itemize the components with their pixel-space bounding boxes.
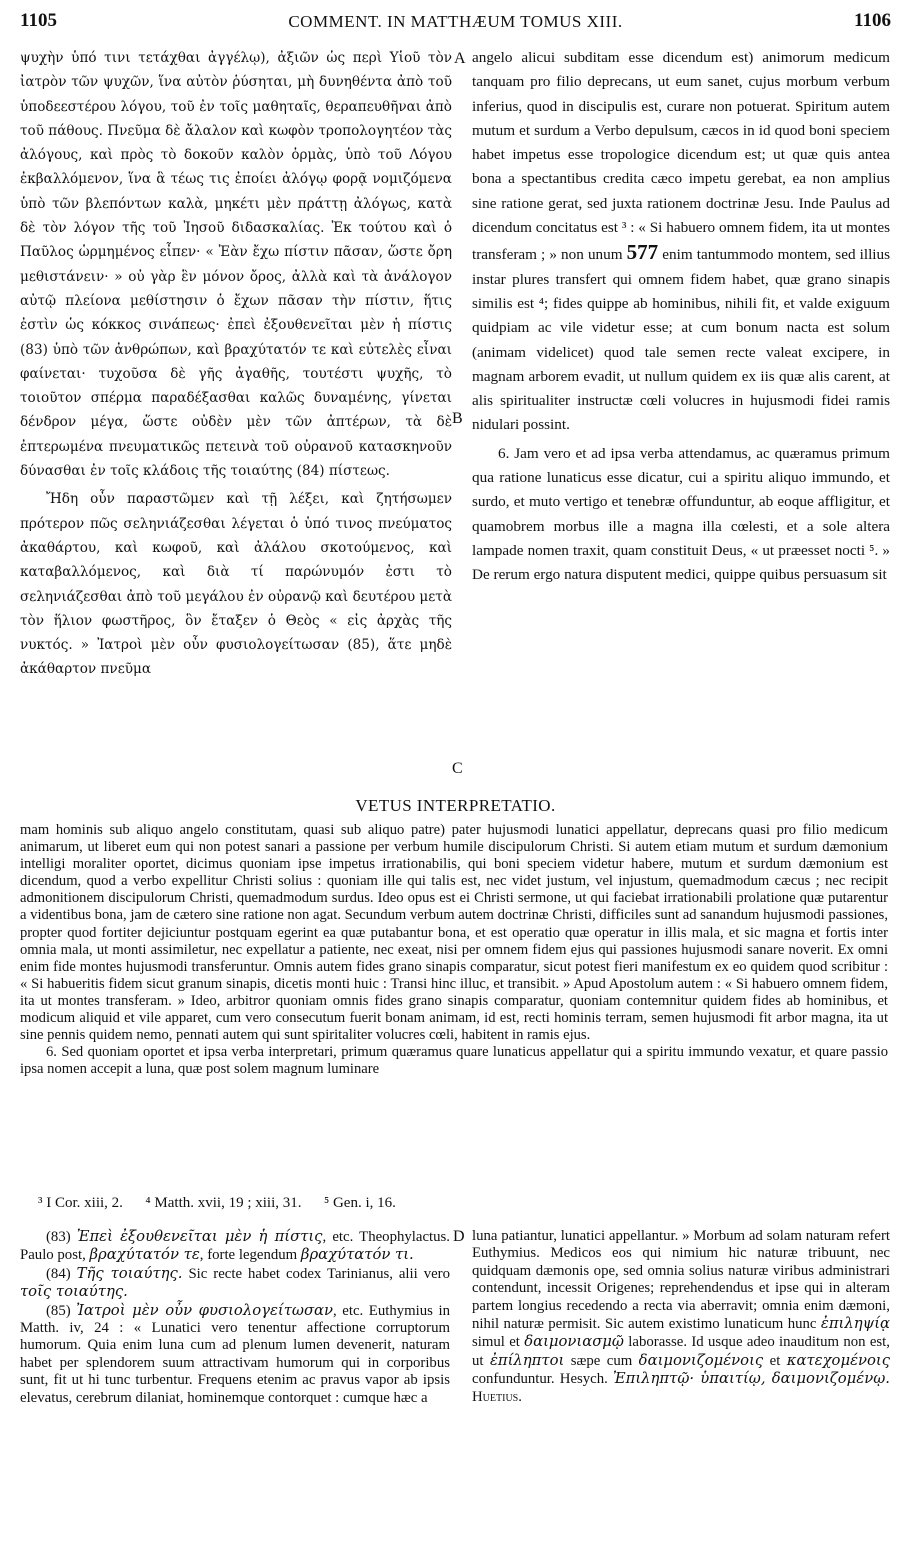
note-right-greek-4: δαιμονιζομένοις — [638, 1351, 764, 1369]
note-85-number: (85) — [46, 1302, 71, 1319]
note-right-greek-1: ἐπιληψίᾳ — [820, 1315, 890, 1333]
margin-letter-c: C — [452, 760, 463, 777]
note-83-text: , etc. Theophylactus. Paulo post, — [20, 1229, 450, 1264]
note-84-greek-2: τοῖς τοιαύτης. — [20, 1283, 128, 1301]
greek-paragraph-1: ψυχὴν ὑπό τινι τετάχθαι ἀγγέλῳ), ἀξιῶν ὡς περὶ Υἱοῦ τὸν ἰατρὸν τῶν ψυχῶν, ἵνα αὐτὸν ῥύσηται, μὴ δυνηθέντα ἀπὸ τοῦ ὑποδεεστέρου λόγου, τοῦ ἐν τοῖς μαθηταῖς, θεραπευθῆναι ἀπὸ τοῦ πάθους. Πνεῦμα δὲ ἄλαλον καὶ κωφὸν τροπολογητέον τὰς ἀλόγους, καὶ πρὸς τὸ δοκοῦν καλὸν ὁρμὰς, ὑπὸ τοῦ Λόγου ἐκβαλλόμενον, ἵνα ἃ τέως τις ἐποίει ἀλόγῳ φορᾷ νομιζόμενα ὑπὸ τῶν βλεπόντων καλὰ, μηκέτι μὲν πράττῃ ἀλόγως, κατὰ δὲ τὸν λόγον τῆς τοῦ Ἰησοῦ διδασκαλίας. Ἐκ τούτου καὶ ὁ Παῦλος ὡρμημένος εἶπεν· « Ἐὰν ἔχω πίστιν πᾶσαν, ὥστε ὄρη μεθιστάνειν· » οὐ γὰρ ἓν μόνον ὄρος, ἀλλὰ καὶ τὰ ἀνάλογον αὐτῷ πλείονα μεθίστησιν ὁ ἔχων πᾶσαν τὴν πίστιν, ἥτις ἐστὶν ὡς κόκκος σινάπεως· ἐπεὶ ἐξουθενεῖται μὲν ἡ πίστις (83) ὑπὸ τῶν ἀνθρώπων, καὶ βραχύτατόν τε καὶ εὐτελὲς εἶναι φαίνεται· τυχοῦσα δὲ γῆς ἀγαθῆς, τουτέστι ψυχῆς, τὸ τοιοῦτον σπέρμα παραδέξασθαι καλῶς δυναμένης, γίνεται δένδρον μέγα, ὥστε οὐδὲν μὲν τῶν ἀπτέρων, τὰ δὲ ἐπτερωμένα πνευματικῶς πετεινὰ τοῦ οὐρανοῦ κατασκηνοῦν δύνασθαι ἐν τοῖς κλάδοις τῆς τοιαύτης (84) πίστεως. — [20, 50, 452, 480]
latin-paragraph-2: 6. Jam vero et ad ipsa verba attendamus, ac quæramus primum qua ratione lunaticus esse dicatur, cui a spiritu aliquo immundo, et surdo, et muto vertigo et tenebræ offunduntur, ab eoque affligitur, et quamobrem morbus ille a magna illa cœlesti, et a sole altera lampade nomen traxit, quam constituit Deus, « ut præesset nocti ⁵. » De rerum ergo natura disputent medici, quippe quibus persuasum sit — [472, 444, 890, 584]
footnote-5: ⁵ Gen. i, 16. — [324, 1195, 396, 1211]
greek-column — [20, 46, 452, 786]
note-83-greek-2: βραχύτατόν τε — [89, 1246, 200, 1264]
note-right-text-2: simul et — [472, 1334, 520, 1351]
note-85-text: , etc. Euthymius in Matth. iv, 24 : « Lunatici vero tenentur affectione corruptorum humorum. Quia enim luna cum ad plenum lumen devenerit, naturam habet per splendorem suum attractivam humorum qui in corporibus sunt, fit ut hi tunc turbentur. Frequens etenim ac pravus vapor ab ipsis elevatus, cerebrum dilaniat, hominemque contorquet : cumque hæc a — [20, 1302, 450, 1406]
vetus-interpretatio-text — [20, 822, 888, 1078]
note-83 — [20, 1228, 450, 1265]
column-number-577: 577 — [626, 240, 659, 265]
running-title: COMMENT. IN MATTHÆUM TOMUS XIII. — [288, 12, 623, 31]
note-83-greek: Ἐπεὶ ἐξουθενεῖται μὲν ἡ πίστις — [76, 1228, 323, 1245]
note-85 — [20, 1302, 450, 1407]
margin-letter-a: A — [454, 50, 466, 67]
note-right-text-6: confunduntur. Hesych. — [472, 1371, 608, 1388]
note-83-text-2: , forte legendum — [199, 1247, 298, 1264]
note-right-greek-2: δαιμονιασμῷ — [524, 1333, 624, 1351]
note-right-greek-6: Ἐπιληπτῷ· ὑπαιτίῳ, δαιμονιζομένῳ. — [613, 1370, 890, 1388]
greek-paragraph-2: Ἤδη οὖν παραστῶμεν καὶ τῇ λέξει, καὶ ζητήσωμεν πρότερον πῶς σεληνιάζεσθαι λέγεται ὁ ὑπό τινος πνεύματος ἀκαθάρτου, καὶ κωφοῦ, καὶ ἀλάλου σκοτούμενος, καὶ καταβαλλόμενος, καὶ διὰ τί παρώνυμόν ἐστι τὸ σεληνιάζεσθαι ἀπὸ τοῦ μεγάλου ἐν οὐρανῷ καὶ δευτέρου μετὰ τὸν ἥλιον φωστῆρος, ὃν ἔταξεν ὁ Θεὸς « εἰς ἀρχὰς τῆς νυκτός. » Ἰατροὶ μὲν οὖν φυσιολογείτωσαν (85), ἅτε μηδὲ ἀκάθαρτον πνεῦμα — [20, 491, 452, 678]
note-right-text-3: laborasse. Id usque adeo inauditum non est, ut — [472, 1334, 890, 1369]
page-number-right: 1106 — [854, 10, 891, 31]
notes-left-column — [20, 1228, 450, 1407]
vetus-interpretatio-title: VETUS INTERPRETATIO. — [355, 796, 556, 815]
vetus-paragraph-2: 6. Sed quoniam oportet et ipsa verba interpretari, primum quæramus quare lunaticus appellatur qui a spiritu immundo vexatur, et quare passio ipsa nomen accepit a luna, quæ post solem magnum luminare — [20, 1044, 888, 1078]
latin-text-1a: angelo alicui subditam esse dicendum est) animorum medicum tanquam pro filio deprecans, ut eum sanet, cujus morbum verbum inferius, quod in discipulis est, curare non potuerat. Spiritum autem mutum et surdum a Verbo depulsum, cæcos in id quod boni speciem habet impetus esse tropologice dicendum est; ut quæ quis antea bona a spectantibus credita cæco impetu gerebat, ea non amplius sine ratione gerat, sed juxta rationem doctrinæ Jesu. Inde Paulus ad dicendum concitatus est ³ : « Si habuero omnem fidem, ita ut montes transferam ; » non unum — [472, 49, 890, 264]
note-right-text: luna patiantur, lunatici appellantur. » Morbum ad solam naturam refert Euthymius. Medicos eos qui nimium hic naturæ tribuunt, nec quidquam dæmonis ope, sed omnia solius naturæ viribus administrari contendunt, incessit Origenes; reprehendendus et ipse qui in alteram partem longius recedendo a recta via aberravit; omnia enim dæmoni, nihil naturæ permisit. Sic autem existimo lunaticum hunc — [472, 1228, 890, 1333]
latin-text-1b: enim tantummodo montem, sed illius instar plures transfert qui omnem fidem habet, quæ grano sinapis similis est ⁴; fides quippe ab hominibus, nihili fit, et valde exiguum quidpiam ac vile videtur esse; at cum bonum nacta est solum (animam videlicet) quod tale semen recte valeat excipere, in magnam arborem evadit, ut nullum quidem ex iis quæ alis carent, at alis spiritualiter instructæ cœli volucres in hujusmodi fidei ramis nidulari possint. — [472, 246, 890, 434]
note-85-greek: Ἰατροὶ μὲν οὖν φυσιολογείτωσαν — [76, 1301, 334, 1319]
footnote-3: ³ I Cor. xiii, 2. — [38, 1195, 123, 1211]
note-84-number: (84) — [46, 1265, 71, 1282]
page-header — [20, 10, 891, 38]
note-right-text-4: sæpe cum — [564, 1352, 633, 1369]
note-right-text-5: et — [763, 1352, 781, 1369]
page-number-left: 1105 — [20, 10, 57, 31]
note-right-greek-5: κατεχομένοις — [786, 1351, 890, 1369]
latin-column — [472, 46, 890, 786]
note-83-number: (83) — [46, 1229, 71, 1245]
note-84-text: Sic recte habet codex Tarinianus, alii vero — [182, 1265, 451, 1282]
note-83-greek-3: βραχύτατόν τι. — [300, 1246, 414, 1264]
margin-letter-b: B — [452, 410, 463, 427]
note-right-greek-3: ἐπίληπτοι — [489, 1351, 565, 1369]
note-84 — [20, 1265, 450, 1302]
latin-paragraph-1 — [472, 46, 890, 438]
notes-right-column — [472, 1228, 890, 1406]
vetus-paragraph-1: mam hominis sub aliquo angelo constitutam, quasi sub aliquo patre) pater hujusmodi lunatici appellatur, deprecans quasi pro filio medicum animarum, ut liberet eum qui non potest sanari a passione per verbum humile discipulorum Christi. Si autem etiam mutum et surdum dæmonium intelligi moraliter oportet, dicimus quoniam ipse impetus irrationabilis, qui boni speciem videtur habere, mutum et surdum dæmonium est dicendum, quod a verbo expellitur Christi solius : quoniam ille qui talis est, nec videt justum, vel injustum, quemadmodum cæcus ; nec recipit admonitionem discipulorum Christi, quemadmodum surdus. Ideo opus est ei Christi sermone, ut qui faciebat irrationabili prolatione quæ putarentur a videntibus bona, jam de cætero sine ratione non agat. Secundum verbum autem doctrinæ Christi, difficiles sunt ad sanandum hujusmodi passiones, propter quod fortiter dejiciuntur postquam egerint ea quæ putabantur bona, et est operatio quæ operatur in illis mala, et sic magna et fortis inter omnia mala, ut monti assimiletur, nec expellatur a patiente, nec exeat, nisi per omnem fidem ejus qui passiones hujusmodi sanare noverit. Ex omni enim fide montes hujusmodi transferuntur. Omnis autem fides grano sinapis comparatur, sicut potest fieri manifestum ex eo quidem quod scribitur : « Si habueritis fidem sicut granum sinapis, dicetis monti huic : Transi hinc illuc, et transibit. » Apud Apostolum autem : « Si habuero omnem fidem, ita ut montes transferam. » Ideo, arbitror quoniam omnis fides grano sinapis comparatur, quoniam contemnitur quidem fides ab hominibus, et modicum aliquid et vile apparet, cum vero consecutum fuerit bonam animam, id est, recti hominis terram, semen hujusmodi fit arbor magna, ita ut sine pennis quidem nemo, pennati autem qui sunt spiritaliter volucres cœli, habitent in ramis ejus. — [20, 822, 888, 1044]
note-85-continued — [472, 1228, 890, 1406]
margin-letter-d: D — [453, 1228, 465, 1245]
note-84-greek: Τῆς τοιαύτης. — [76, 1264, 183, 1282]
note-signature: Huetius. — [472, 1388, 522, 1405]
scripture-footnotes — [38, 1195, 858, 1212]
footnote-4: ⁴ Matth. xvii, 19 ; xiii, 31. — [145, 1195, 302, 1211]
